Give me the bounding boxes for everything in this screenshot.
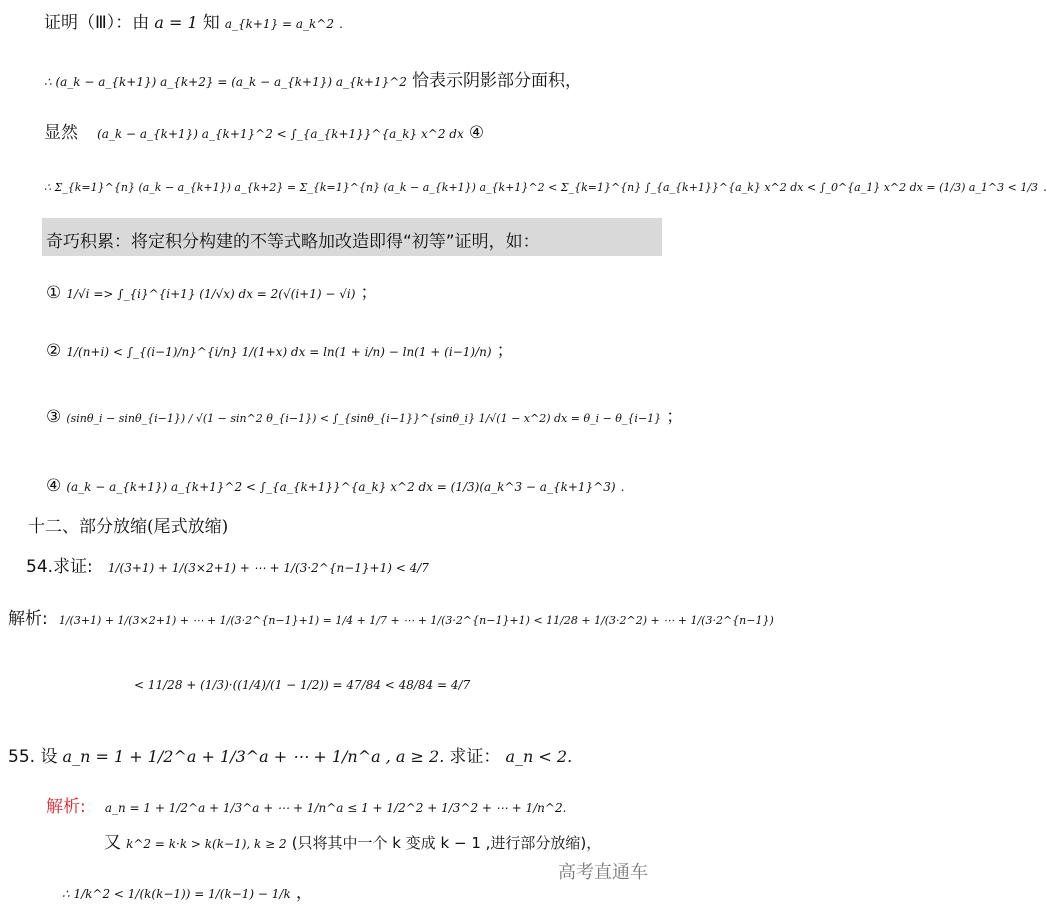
- trick-3-tag: ③: [46, 407, 62, 427]
- solution-55-partial: [104, 828, 601, 853]
- problem-55-definition: a_n = 1 + 1/2^a + 1/3^a + ⋯ + 1/n^a , a ≥ 2.: [62, 747, 445, 766]
- solution-55-telescope-formula: ∴ 1/k^2 < 1/(k(k−1)) = 1/(k−1) − 1/k: [62, 887, 291, 901]
- solution-54-step-2: < 11/28 + (1/3)·((1/4)/(1 − 1/2)) = 47/84 < 48/84 = 4/7: [134, 678, 471, 692]
- trick-heading-text: 奇巧积累：将定积分构建的不等式略加改造即得“初等”证明，如：: [46, 232, 540, 252]
- solution-55-partial-remark: (只将其中一个 k 变成 k − 1 ,进行部分放缩)，: [291, 834, 602, 852]
- solution-55-partial-formula: k^2 = k·k > k(k−1), k ≥ 2: [126, 837, 287, 851]
- solution-54-step-1: 1/(3+1) + 1/(3×2+1) + ⋯ + 1/(3·2^{n−1}+1) = 1/4 + 1/7 + ⋯ + 1/(3·2^{n−1}+1) < 11/28 + 1/(3·2^2) + ⋯ + 1/(3·2^{n−1}): [58, 614, 774, 627]
- inequality-tag-4: ④: [468, 123, 485, 143]
- trick-4-suffix: .: [620, 480, 625, 494]
- trick-2-tag: ②: [46, 341, 62, 361]
- trick-1-formula: 1/√i => ∫_{i}^{i+1} (1/√x) dx = 2(√(i+1) − √i): [66, 287, 356, 301]
- sum-line: [44, 176, 1047, 195]
- watermark: 高考直通车: [558, 862, 648, 883]
- trick-2: [46, 336, 514, 361]
- trick-3-suffix: ；: [666, 407, 684, 427]
- trick-4-formula: (a_k − a_{k+1}) a_{k+1}^2 < ∫_{a_{k+1}}^{a_k} x^2 dx = (1/3)(a_k^3 − a_{k+1}^3): [66, 480, 616, 494]
- solution-55-telescope: [62, 878, 313, 903]
- area-remark: 恰表示阴影部分面积，: [412, 71, 583, 91]
- solution-55: [46, 792, 566, 817]
- trick-1-suffix: ；: [360, 283, 378, 303]
- solution-55-bound: a_n = 1 + 1/2^a + 1/3^a + ⋯ + 1/n^a ≤ 1 + 1/2^2 + 1/3^2 + ⋯ + 1/n^2.: [104, 801, 567, 815]
- problem-54-statement: 1/(3+1) + 1/(3×2+1) + ⋯ + 1/(3·2^{n−1}+1) < 4/7: [107, 561, 429, 575]
- sum-suffix: .: [1043, 180, 1047, 194]
- sum-inequality: ∴ Σ_{k=1}^{n} (a_k − a_{k+1}) a_{k+2} = Σ_{k=1}^{n} (a_k − a_{k+1}) a_{k+1}^2 < Σ_{k=1}^{n} ∫_{a_{k+1}}^{a_k} x^2 dx < ∫_0^{a_1} x^2 dx = (1/3) a_1^3 < 1/3: [44, 181, 1039, 194]
- trick-3: [46, 402, 683, 427]
- section-heading: [28, 512, 228, 537]
- trick-3-formula: (sinθ_i − sinθ_{i−1}) / √(1 − sin^2 θ_{i−1}) < ∫_{sinθ_{i−1}}^{sinθ_i} 1/√(1 − x^2) dx = θ_i − θ_{i−1}: [66, 412, 662, 425]
- solution-55-label: 解析:: [46, 797, 86, 817]
- proof-heading-line: [44, 8, 343, 33]
- proof-heading-mid: 知: [202, 13, 220, 33]
- problem-54: [26, 552, 429, 577]
- trick-4: [46, 476, 624, 496]
- proof-heading-suffix: .: [339, 17, 343, 31]
- obvious-prefix: 显然: [44, 123, 78, 143]
- solution-54-label: 解析:: [8, 609, 48, 629]
- trick-1-tag: ①: [46, 283, 62, 303]
- solution-55-partial-prefix: 又: [104, 833, 121, 853]
- obvious-line: [44, 118, 484, 143]
- area-formula: ∴ (a_k − a_{k+1}) a_{k+2} = (a_k − a_{k+1}) a_{k+1}^2: [44, 75, 407, 89]
- problem-54-label: 54.求证:: [26, 557, 93, 577]
- trick-2-suffix: ；: [496, 341, 514, 361]
- section-heading-text: 十二、部分放缩(尾式放缩): [28, 517, 229, 537]
- solution-54: [8, 604, 774, 629]
- problem-55: [8, 742, 572, 767]
- problem-55-prove-label: 求证：: [449, 747, 501, 767]
- solution-55-telescope-suffix: ，: [295, 883, 313, 903]
- recurrence-formula: a_{k+1} = a_k^2: [224, 17, 334, 31]
- trick-1: [46, 278, 377, 303]
- area-line: [44, 66, 582, 91]
- trick-4-tag: ④: [46, 476, 62, 496]
- solution-54-continued: [134, 674, 470, 693]
- problem-55-claim: a_n < 2.: [505, 747, 573, 766]
- obvious-inequality: (a_k − a_{k+1}) a_{k+1}^2 < ∫_{a_{k+1}}^{a_k} x^2 dx: [97, 127, 464, 141]
- trick-2-formula: 1/(n+i) < ∫_{(i−1)/n}^{i/n} 1/(1+x) dx = ln(1 + i/n) − ln(1 + (i−1)/n): [66, 345, 492, 359]
- condition-a-equals-1: a = 1: [154, 13, 198, 32]
- trick-heading: [46, 227, 540, 252]
- problem-55-label: 55. 设: [8, 747, 58, 767]
- proof-heading-prefix: 证明（Ⅲ）：由: [44, 13, 150, 33]
